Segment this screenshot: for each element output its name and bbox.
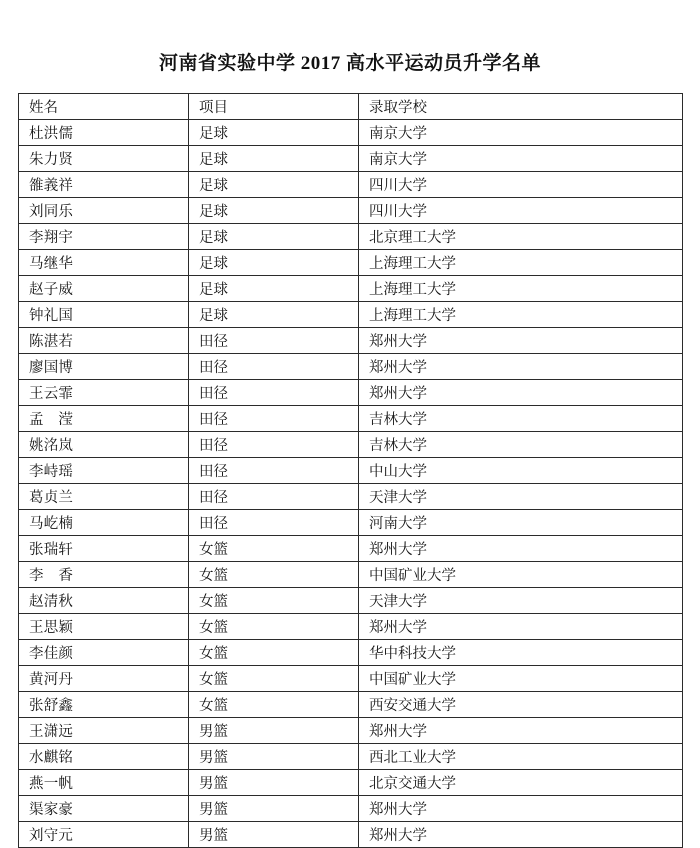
table-row xyxy=(19,120,683,146)
student-name: 燕一帆 xyxy=(19,770,189,796)
student-name: 王云霏 xyxy=(19,380,189,406)
student-name: 杜洪儒 xyxy=(19,120,189,146)
table-row xyxy=(19,822,683,848)
student-name: 葛贞兰 xyxy=(19,484,189,510)
table-row xyxy=(19,640,683,666)
table-row xyxy=(19,692,683,718)
table-row xyxy=(19,250,683,276)
student-school: 四川大学 xyxy=(359,172,683,198)
student-school: 上海理工大学 xyxy=(359,302,683,328)
student-name: 黄河丹 xyxy=(19,666,189,692)
table-row xyxy=(19,380,683,406)
student-name: 陈湛若 xyxy=(19,328,189,354)
student-event: 男篮 xyxy=(189,718,359,744)
table-row xyxy=(19,198,683,224)
student-name: 朱力贤 xyxy=(19,146,189,172)
student-school: 四川大学 xyxy=(359,198,683,224)
student-school: 中山大学 xyxy=(359,458,683,484)
student-event: 田径 xyxy=(189,328,359,354)
student-event: 女篮 xyxy=(189,562,359,588)
roster-table-container xyxy=(0,93,700,848)
student-name: 钟礼国 xyxy=(19,302,189,328)
table-body xyxy=(19,120,683,848)
student-event: 女篮 xyxy=(189,614,359,640)
student-name: 姚洺岚 xyxy=(19,432,189,458)
table-row xyxy=(19,744,683,770)
student-event: 女篮 xyxy=(189,692,359,718)
student-event: 足球 xyxy=(189,276,359,302)
student-name: 刘守元 xyxy=(19,822,189,848)
student-event: 足球 xyxy=(189,198,359,224)
student-school: 西安交通大学 xyxy=(359,692,683,718)
roster-table xyxy=(18,93,683,848)
student-event: 男篮 xyxy=(189,822,359,848)
table-row xyxy=(19,302,683,328)
student-event: 足球 xyxy=(189,224,359,250)
student-event: 女篮 xyxy=(189,666,359,692)
student-name: 李佳颜 xyxy=(19,640,189,666)
student-event: 足球 xyxy=(189,172,359,198)
student-name: 李翔宇 xyxy=(19,224,189,250)
student-school: 北京理工大学 xyxy=(359,224,683,250)
table-row xyxy=(19,406,683,432)
student-school: 华中科技大学 xyxy=(359,640,683,666)
student-name: 马屹楠 xyxy=(19,510,189,536)
student-school: 上海理工大学 xyxy=(359,250,683,276)
student-name: 王潇远 xyxy=(19,718,189,744)
table-row xyxy=(19,354,683,380)
student-school: 中国矿业大学 xyxy=(359,562,683,588)
student-school: 郑州大学 xyxy=(359,796,683,822)
student-name: 雒義祥 xyxy=(19,172,189,198)
table-row xyxy=(19,276,683,302)
student-event: 足球 xyxy=(189,120,359,146)
student-name: 张瑞轩 xyxy=(19,536,189,562)
student-name: 李 香 xyxy=(19,562,189,588)
student-school: 郑州大学 xyxy=(359,354,683,380)
student-school: 郑州大学 xyxy=(359,614,683,640)
table-row xyxy=(19,588,683,614)
student-school: 北京交通大学 xyxy=(359,770,683,796)
table-row xyxy=(19,666,683,692)
student-event: 足球 xyxy=(189,250,359,276)
student-event: 女篮 xyxy=(189,588,359,614)
student-event: 足球 xyxy=(189,146,359,172)
student-event: 田径 xyxy=(189,432,359,458)
student-event: 女篮 xyxy=(189,536,359,562)
table-row xyxy=(19,510,683,536)
table-row xyxy=(19,562,683,588)
student-school: 南京大学 xyxy=(359,146,683,172)
table-header-row xyxy=(19,94,683,120)
student-event: 女篮 xyxy=(189,640,359,666)
column-header-name: 姓名 xyxy=(19,94,189,120)
student-event: 男篮 xyxy=(189,796,359,822)
student-school: 天津大学 xyxy=(359,588,683,614)
student-event: 田径 xyxy=(189,380,359,406)
table-row xyxy=(19,172,683,198)
student-event: 男篮 xyxy=(189,744,359,770)
column-header-school: 录取学校 xyxy=(359,94,683,120)
student-school: 郑州大学 xyxy=(359,718,683,744)
student-school: 郑州大学 xyxy=(359,380,683,406)
table-row xyxy=(19,614,683,640)
student-school: 中国矿业大学 xyxy=(359,666,683,692)
table-row xyxy=(19,536,683,562)
table-row xyxy=(19,796,683,822)
student-school: 吉林大学 xyxy=(359,406,683,432)
table-row xyxy=(19,432,683,458)
student-name: 李峙瑶 xyxy=(19,458,189,484)
student-name: 水麒铭 xyxy=(19,744,189,770)
student-event: 田径 xyxy=(189,406,359,432)
student-name: 廖国博 xyxy=(19,354,189,380)
student-school: 上海理工大学 xyxy=(359,276,683,302)
table-row xyxy=(19,770,683,796)
student-name: 刘同乐 xyxy=(19,198,189,224)
student-school: 郑州大学 xyxy=(359,822,683,848)
table-header xyxy=(19,94,683,120)
student-school: 郑州大学 xyxy=(359,328,683,354)
table-row xyxy=(19,328,683,354)
student-event: 足球 xyxy=(189,302,359,328)
student-school: 河南大学 xyxy=(359,510,683,536)
student-school: 天津大学 xyxy=(359,484,683,510)
column-header-event: 项目 xyxy=(189,94,359,120)
student-name: 孟 滢 xyxy=(19,406,189,432)
table-row xyxy=(19,224,683,250)
student-event: 男篮 xyxy=(189,770,359,796)
table-row xyxy=(19,146,683,172)
student-name: 马继华 xyxy=(19,250,189,276)
student-name: 赵子威 xyxy=(19,276,189,302)
student-name: 王思颖 xyxy=(19,614,189,640)
student-school: 西北工业大学 xyxy=(359,744,683,770)
student-school: 南京大学 xyxy=(359,120,683,146)
student-event: 田径 xyxy=(189,510,359,536)
student-name: 渠家豪 xyxy=(19,796,189,822)
student-school: 郑州大学 xyxy=(359,536,683,562)
student-name: 赵清秋 xyxy=(19,588,189,614)
student-event: 田径 xyxy=(189,458,359,484)
table-row xyxy=(19,718,683,744)
student-school: 吉林大学 xyxy=(359,432,683,458)
table-row xyxy=(19,458,683,484)
student-event: 田径 xyxy=(189,354,359,380)
table-row xyxy=(19,484,683,510)
page-title: 河南省实验中学 2017 高水平运动员升学名单 xyxy=(158,53,541,74)
student-name: 张舒鑫 xyxy=(19,692,189,718)
student-event: 田径 xyxy=(189,484,359,510)
